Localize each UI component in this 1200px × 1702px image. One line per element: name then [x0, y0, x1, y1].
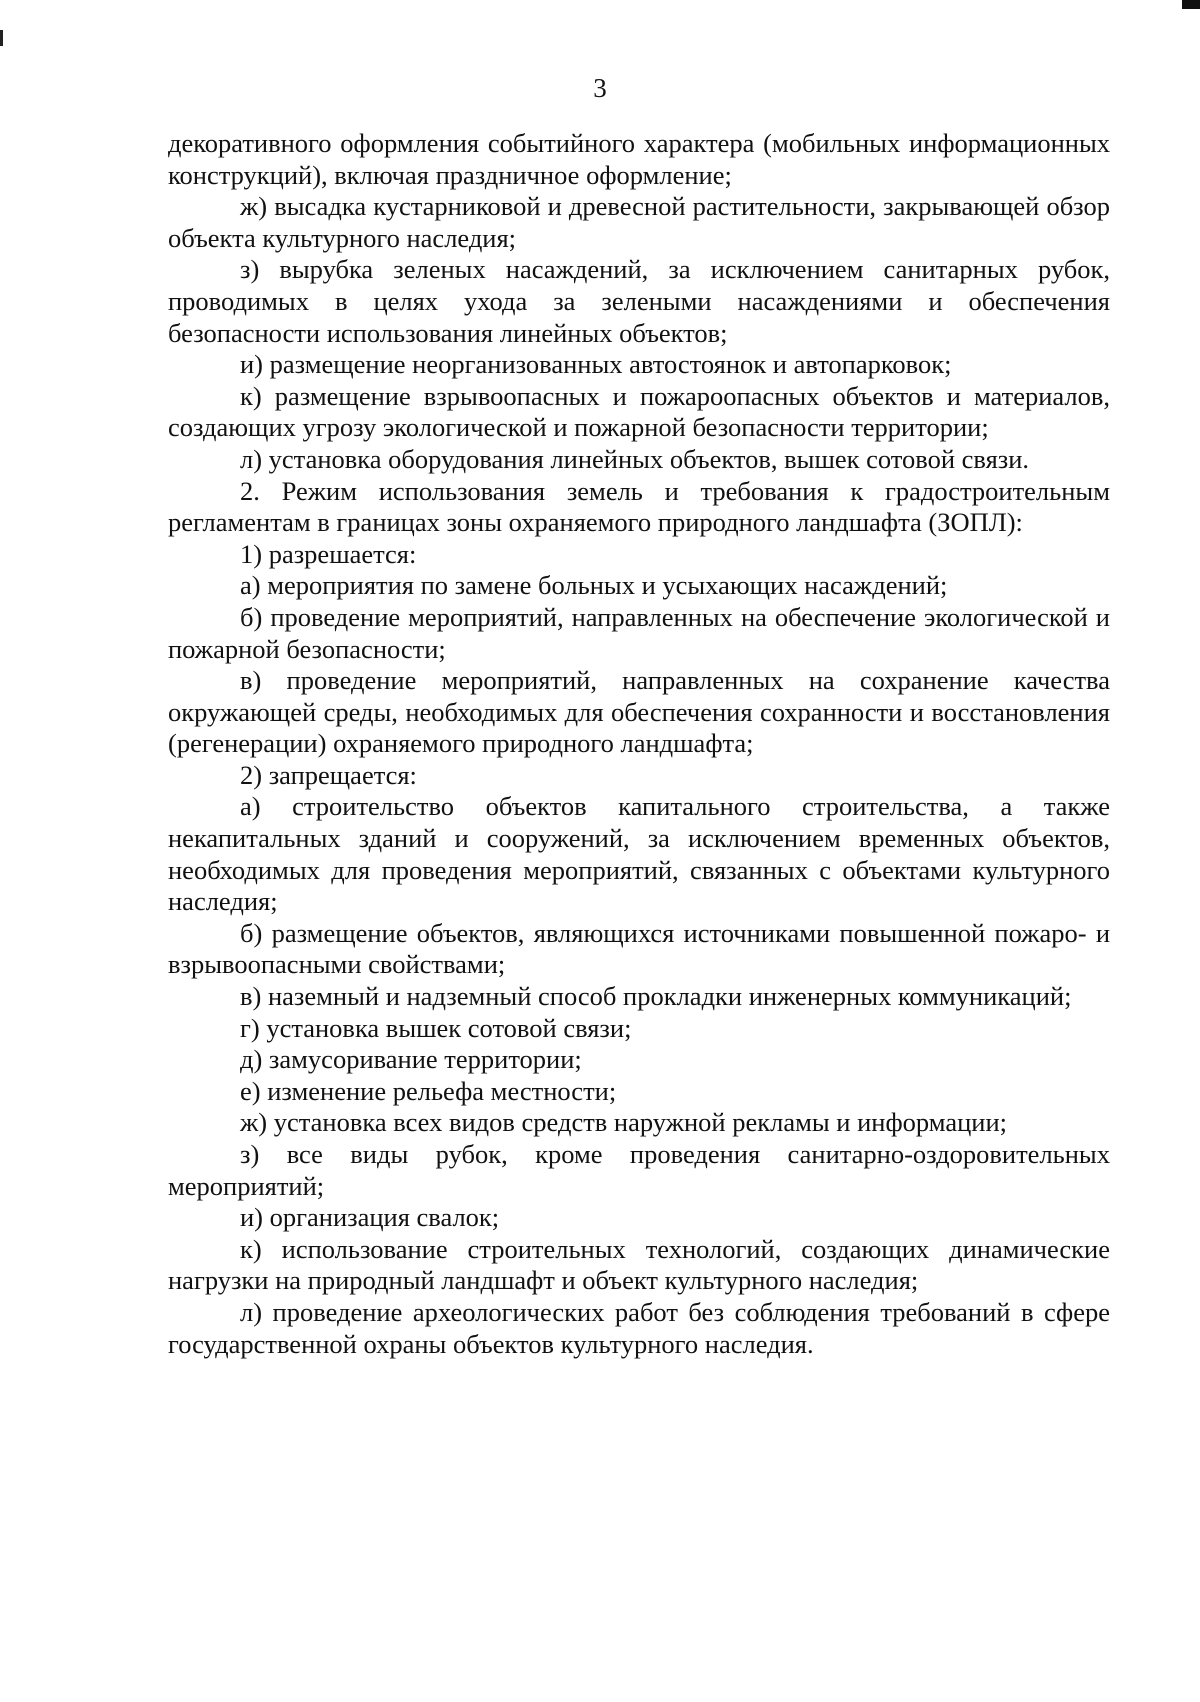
paragraph-item: г) установка вышек сотовой связи;: [240, 1012, 632, 1043]
scan-artifact-mark: [1182, 0, 1200, 9]
paragraph-item: и) размещение неорганизованных автостоянок и автопарковок;: [240, 349, 952, 380]
document-body: [168, 128, 1110, 1360]
paragraph-item: б) размещение объектов, являющихся источниками повышенной пожаро- и взрывоопасными свойствами;: [168, 917, 1110, 980]
paragraph-item: л) установка оборудования линейных объектов, вышек сотовой связи.: [240, 443, 1030, 474]
paragraph-item: в) проведение мероприятий, направленных на сохранение качества окружающей среды, необходимых для обеспечения сохранности и восстановления (регенерации) охраняемого природного ландшафта;: [168, 665, 1110, 759]
section-heading-paragraph: 2. Режим использования земель и требования к градостроительным регламентам в границах зоны охраняемого природного ландшафта (ЗОПЛ):: [168, 475, 1110, 538]
paragraph-item: и) организация свалок;: [240, 1202, 500, 1233]
paragraph-item: д) замусоривание территории;: [240, 1044, 582, 1075]
paragraph-item: з) все виды рубок, кроме проведения санитарно-оздоровительных мероприятий;: [168, 1139, 1110, 1201]
paragraph-item: в) наземный и надземный способ прокладки инженерных коммуникаций;: [240, 981, 1072, 1012]
paragraph-item: е) изменение рельефа местности;: [240, 1075, 617, 1106]
page-number: 3: [593, 73, 607, 103]
subsection-label: 2) запрещается:: [240, 759, 417, 790]
scan-artifact-mark: [0, 30, 3, 46]
paragraph-item: б) проведение мероприятий, направленных на обеспечение экологической и пожарной безопасности;: [168, 601, 1110, 664]
paragraph-item: к) размещение взрывоопасных и пожароопасных объектов и материалов, создающих угрозу экологической и пожарной безопасности территории;: [168, 380, 1110, 443]
paragraph-item: а) строительство объектов капитального строительства, а также некапитальных зданий и сооружений, за исключением временных объектов, необходимых для проведения мероприятий, связанных с объектами культурного наследия;: [168, 791, 1110, 917]
paragraph-item: а) мероприятия по замене больных и усыхающих насаждений;: [240, 570, 948, 601]
paragraph-item: ж) высадка кустарниковой и древесной растительности, закрывающей обзор объекта культурного наследия;: [168, 191, 1110, 253]
subsection-label: 1) разрешается:: [240, 538, 417, 569]
paragraph-item: л) проведение археологических работ без соблюдения требований в сфере государственной охраны объектов культурного наследия.: [168, 1296, 1110, 1359]
paragraph-continuation: декоративного оформления событийного характера (мобильных информационных конструкций), включая праздничное оформление;: [168, 128, 1110, 190]
paragraph-item: з) вырубка зеленых насаждений, за исключением санитарных рубок, проводимых в целях ухода за зелеными насаждениями и обеспечения безопасности использования линейных объектов;: [168, 254, 1110, 348]
paragraph-item: к) использование строительных технологий, создающих динамические нагрузки на природный ландшафт и объект культурного наследия;: [168, 1233, 1110, 1296]
paragraph-item: ж) установка всех видов средств наружной рекламы и информации;: [240, 1107, 1007, 1138]
